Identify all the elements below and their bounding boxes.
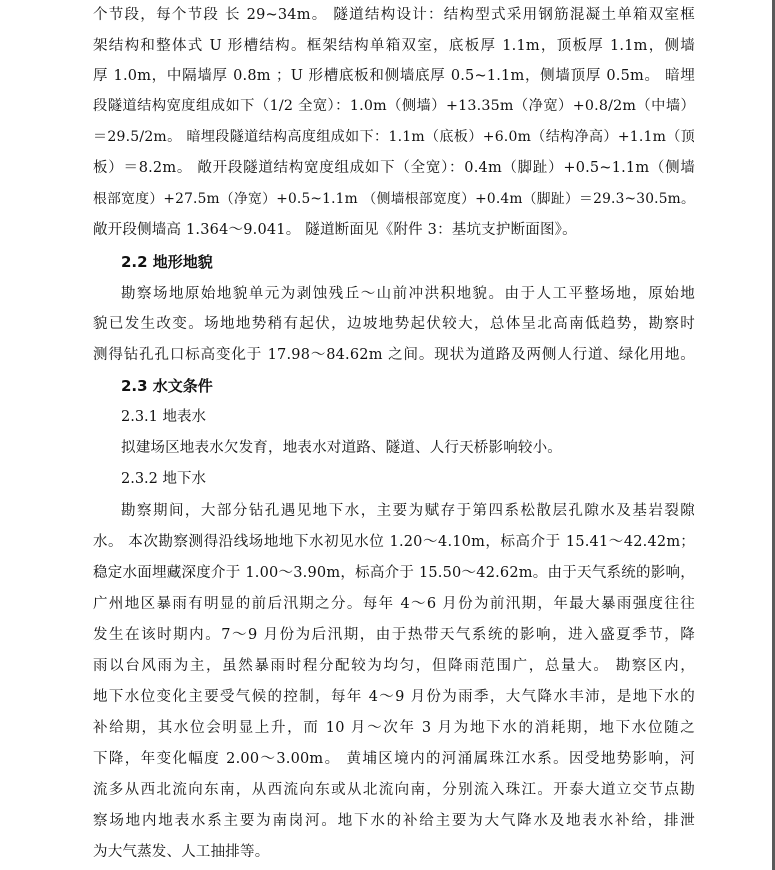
para1-line-8: 敞开段侧墙高 1.364～9.041。 隧道断面见《附件 3：基坑支护断面图》。 xyxy=(93,222,577,238)
para1-line-2: 架结构和整体式 U 形槽结构。框架结构单箱双室，底板厚 1.1m，顶板厚 1.1m，侧墙 xyxy=(93,38,695,54)
para1-line-5: ＝29.5/2m。 暗埋段隧道结构高度组成如下：1.1m（底板）+6.0m（结构净高）+1.1m（顶 xyxy=(93,129,695,145)
subsection-2-3-2-line-6: 雨以台风雨为主，虽然暴雨时程分配较为均匀，但降雨范围广，总量大。 勘察区内， xyxy=(93,658,695,674)
para1-line-6: 板）＝8.2m。 敞开段隧道结构宽度组成如下（全宽）：0.4m（脚趾）+0.5~1.1m（侧墙 xyxy=(93,160,695,176)
subsection-2-3-2-line-3: 稳定水面埋藏深度介于 1.00～3.90m，标高介于 15.50～42.62m。由于天气系统的影响， xyxy=(93,565,695,581)
subsection-2-3-2-line-7: 地下水位变化主要受气候的控制，每年 4～9 月份为雨季，大气降水丰沛，是地下水的 xyxy=(93,689,695,705)
subsection-2-3-2-line-1: 勘察期间，大部分钻孔遇见地下水，主要为赋存于第四系松散层孔隙水及基岩裂隙 xyxy=(121,503,695,519)
section-heading-2-3: 2.3 水文条件 xyxy=(121,377,213,395)
para1-line-7: 根部宽度）+27.5m（净宽）+0.5~1.1m （侧墙根部宽度）+0.4m（脚趾）＝29.3~30.5m。 xyxy=(93,191,695,207)
para1-line-4: 段隧道结构宽度组成如下（1/2 全宽）：1.0m（侧墙）+13.35m（净宽）+0.8/2m（中墙） xyxy=(93,98,695,114)
subsection-heading-2-3-2: 2.3.2 地下水 xyxy=(121,471,207,487)
subsection-heading-2-3-1: 2.3.1 地表水 xyxy=(121,409,207,425)
section-2-2-line-3: 测得钻孔孔口标高变化于 17.98～84.62m 之间。现状为道路及两侧人行道、绿化用地。 xyxy=(93,347,695,363)
para1-line-1: 个节段，每个节段 长 29~34m。 隧道结构设计：结构型式采用钢筋混凝土单箱双室框 xyxy=(93,7,695,23)
para1-line-3: 厚 1.0m，中隔墙厚 0.8m ；U 形槽底板和侧墙底厚 0.5~1.1m，侧墙顶厚 0.5m。 暗埋 xyxy=(93,68,695,84)
subsection-2-3-2-line-11: 察场地内地表水系主要为南岗河。地下水的补给主要为大气降水及地表水补给，排泄 xyxy=(93,813,695,829)
section-2-2-line-1: 勘察场地原始地貌单元为剥蚀残丘～山前冲洪积地貌。由于人工平整场地，原始地 xyxy=(121,286,695,302)
subsection-2-3-2-line-5: 发生在该时期内。7～9 月份为后汛期，由于热带天气系统的影响，进入盛夏季节，降 xyxy=(93,627,695,643)
subsection-2-3-2-line-9: 下降，年变化幅度 2.00～3.00m。 黄埔区境内的河涌属珠江水系。因受地势影响，河 xyxy=(93,751,695,767)
section-heading-2-2: 2.2 地形地貌 xyxy=(121,253,213,271)
subsection-2-3-2-line-4: 广州地区暴雨有明显的前后汛期之分。每年 4～6 月份为前汛期，年最大暴雨强度往往 xyxy=(93,596,695,612)
section-2-2-line-2: 貌已发生改变。场地地势稍有起伏，边坡地势起伏较大，总体呈北高南低趋势，勘察时 xyxy=(93,316,695,332)
subsection-2-3-2-line-12: 为大气蒸发、人工抽排等。 xyxy=(93,844,270,860)
subsection-2-3-1-text: 拟建场区地表水欠发育，地表水对道路、隧道、人行天桥影响较小。 xyxy=(121,440,562,456)
subsection-2-3-2-line-8: 补给期，其水位会明显上升，而 10 月～次年 3 月为地下水的消耗期，地下水位随之 xyxy=(93,720,695,736)
subsection-2-3-2-line-10: 流多从西北流向东南，从西流向东或从北流向南，分别流入珠江。开泰大道立交节点勘 xyxy=(93,782,695,798)
subsection-2-3-2-line-2: 水。 本次勘察测得沿线场地地下水初见水位 1.20～4.10m，标高介于 15.41～42.42m； xyxy=(93,534,695,550)
